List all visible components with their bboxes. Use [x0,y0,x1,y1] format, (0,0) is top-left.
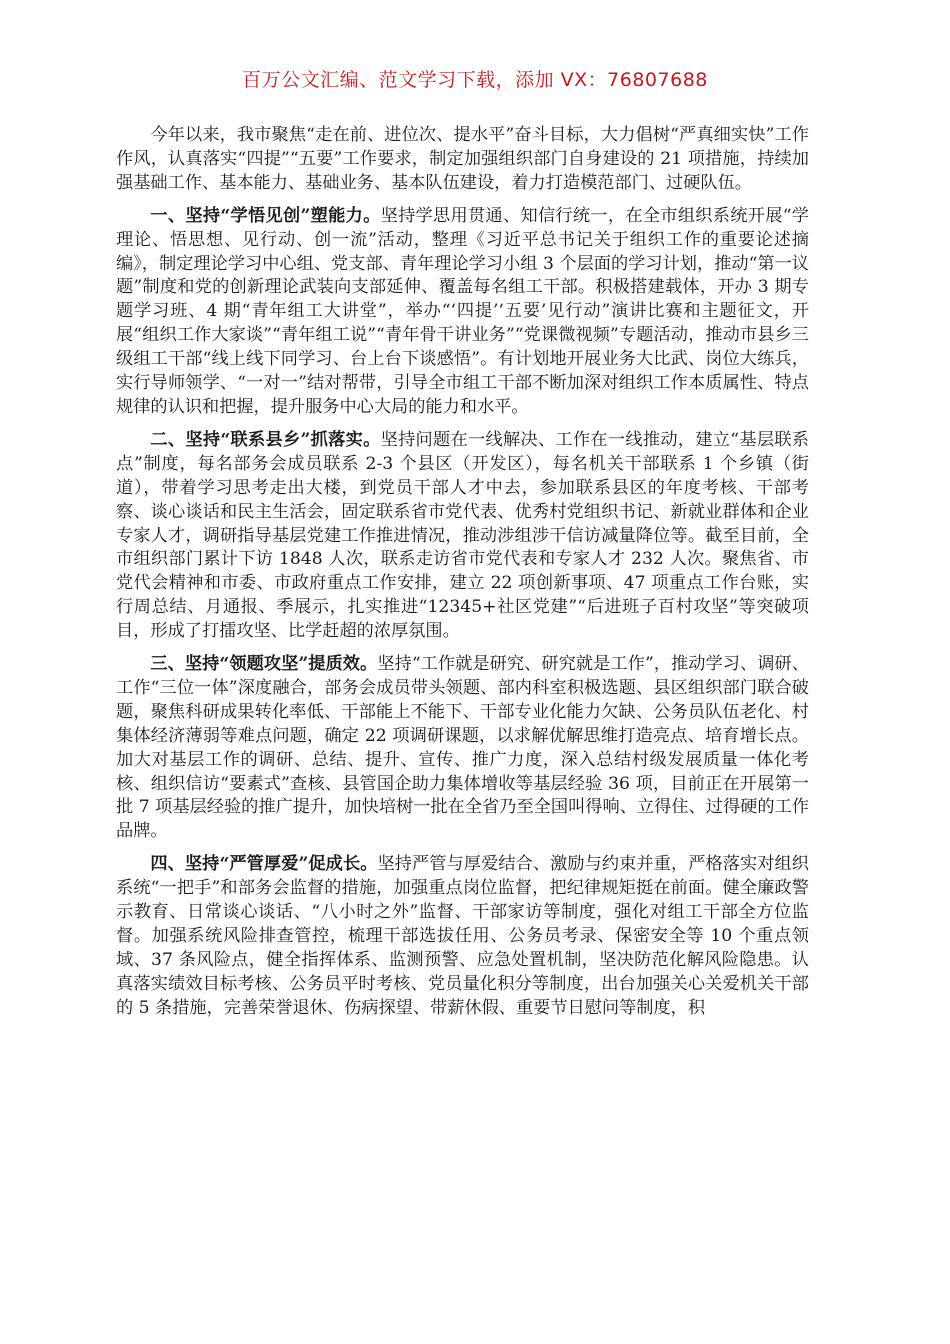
paragraph-text: 今年以来，我市聚焦“走在前、进位次、提水平”奋斗目标，大力倡树“严真细实快”工作作风，认真落实“四提”“五要”工作要求，制定加强组织部门自身建设的 21 项措施，持续加强基础工作、基本能力、基础业务、基本队伍建设，着力打造模范部门、过硬队伍。 [116,125,809,193]
paragraph-lead: 一、坚持“学悟见创”塑能力。 [150,205,381,226]
paragraph-section-4 [116,853,809,1020]
paragraph-lead: 三、坚持“领题攻坚”提质效。 [150,654,378,675]
paragraph-text: 坚持严管与厚爱结合、激励与约束并重，严格落实对组织系统“一把手”和部务会监督的措施，加强重点岗位监督，把纪律规矩挺在前面。健全廉政警示教育、日常谈心谈话、“八小时之外”监督、干部家访等制度，强化对组工干部全方位监督。加强系统风险排查管控，梳理干部选拔任用、公务员考录、保密安全等 10 个重点领域、37 条风险点，健全指挥体系、监测预警、应急处置机制，坚决防范化解风险隐患。认真落实绩效目标考核、公务员平时考核、党员量化积分等制度，出台加强关心关爱机关干部的 5 条措施，完善荣誉退休、伤病探望、带薪休假、重要节日慰问等制度，积 [116,854,809,1018]
paragraph-text: 坚持“工作就是研究、研究就是工作”，推动学习、调研、工作“三位一体”深度融合，部务会成员带头领题、部内科室积极选题、县区组织部门联合破题，聚焦科研成果转化率低、干部能上不能下、干部专业化能力欠缺、公务员队伍老化、村集体经济薄弱等难点问题，确定 22 项调研课题，以求解优解思维打造亮点、培育增长点。加大对基层工作的调研、总结、提升、宣传、推广力度，深入总结村级发展质量一体化考核、组织信访“要素式”查核、县管国企助力集体增收等基层经验 36 项，目前正在开展第一批 7 项基层经验的推广提升，加快培树一批在全省乃至全国叫得响、立得住、过得硬的工作品牌。 [116,654,809,842]
paragraph-lead: 二、坚持“联系县乡”抓落实。 [150,429,381,450]
paragraph-lead: 四、坚持“严管厚爱”促成长。 [150,854,378,875]
paragraph-section-2 [116,429,809,644]
paragraph-section-1 [116,205,809,420]
header-banner: 百万公文汇编、范文学习下载，添加 VX：76807688 [242,69,708,91]
paragraph-section-3 [116,653,809,844]
paragraph-text: 坚持问题在一线解决、工作在一线推动，建立“基层联系点”制度，每名部务会成员联系 2-3 个县区（开发区），每名机关干部联系 1 个乡镇（街道），带着学习思考走出大楼，到党员干部人才中去，参加联系县区的年度考核、干部考察、谈心谈话和民主生活会，固定联系省市党代表、优秀村党组织书记、新就业群体和企业专家人才，调研指导基层党建工作推进情况，推动涉组涉干信访减量降位等。截至目前，全市组织部门累计下访 1848 人次，联系走访省市党代表和专家人才 232 人次。聚焦省、市党代会精神和市委、市政府重点工作安排，建立 22 项创新事项、47 项重点工作台账，实行周总结、月通报、季展示，扎实推进“12345+社区党建”“后进班子百村攻坚”等突破项目，形成了打擂攻坚、比学赶超的浓厚氛围。 [116,429,809,642]
paragraph-intro [116,124,809,196]
paragraph-text: 坚持学思用贯通、知信行统一，在全市组织系统开展“学理论、悟思想、见行动、创一流”活动，整理《习近平总书记关于组织工作的重要论述摘编》，制定理论学习中心组、党支部、青年理论学习小组 3 个层面的学习计划，推动“第一议题”制度和党的创新理论武装向支部延伸、覆盖每名组工干部。积极搭建载体，开办 3 期专题学习班、4 期“青年组工大讲堂”，举办“‘四提’‘五要’见行动”演讲比赛和主题征文，开展“组织工作大家谈”“青年组工说”“青年骨干讲业务”“党课微视频”专题活动，推动市县乡三级组工干部“线上线下同学习、台上台下谈感悟”。有计划地开展业务大比武、岗位大练兵，实行导师领学、“一对一”结对帮带，引导全市组工干部不断加深对组织工作本质属性、特点规律的认识和把握，提升服务中心大局的能力和水平。 [116,205,809,417]
document-body [116,124,809,1030]
